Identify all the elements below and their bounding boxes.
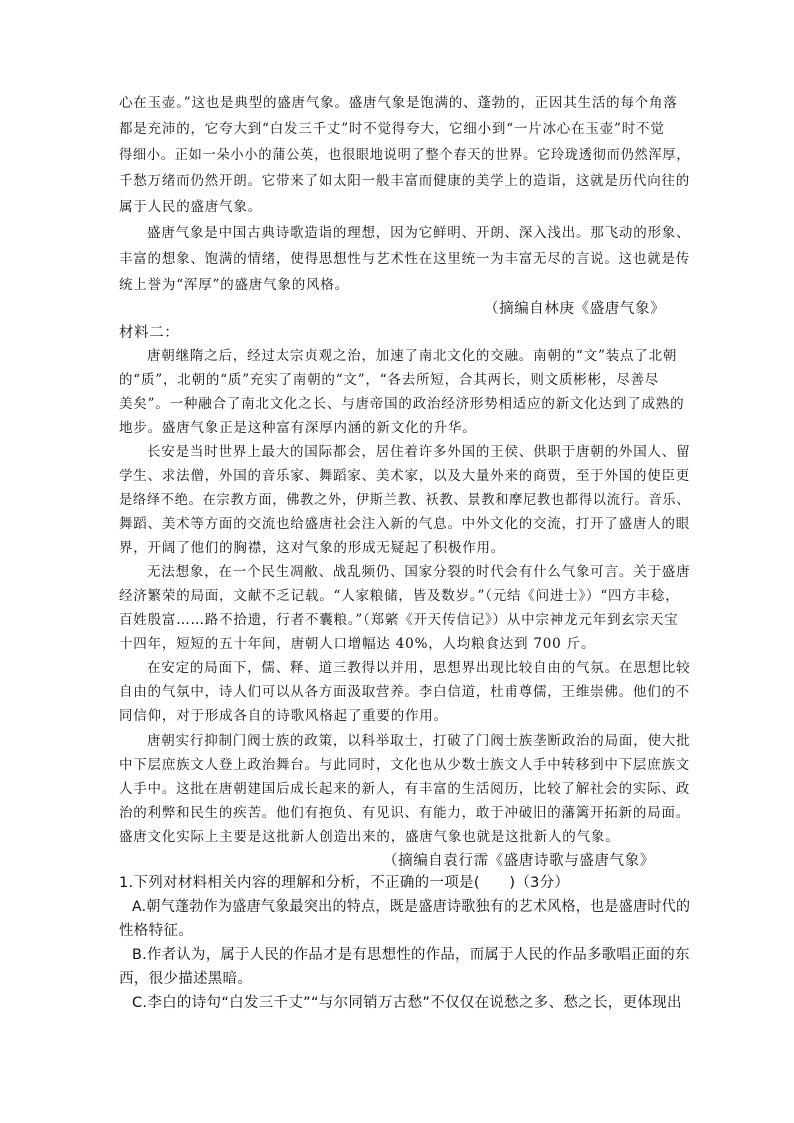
material1-source: （摘编自林庚《盛唐气象》: [484, 301, 666, 317]
material1-line-8: 统上誉为“浑厚”的盛唐气象的风格。: [119, 277, 349, 293]
material2-line-17: 唐朝实行抑制门阀士族的政策，以科举取士，打破了门阀士族垄断政治的局面，使大批: [147, 733, 691, 749]
question1-option-a: A.朝气蓬勃作为盛唐气象最突出的特点，既是盛唐诗歌独有的艺术风格，也是盛唐时代的: [132, 899, 691, 915]
material1-line-2: 都是充沛的，它夸大到“白发三千丈”时不觉得夸大，它细小到“一片冰心在玉壶”时不觉: [119, 121, 665, 137]
material2-line-7: 是络绎不绝。在宗教方面，佛教之外，伊斯兰教、袄教、景教和摩尼教也都得以流行。音乐、: [119, 492, 691, 508]
material2-line-21: 盛唐文化实际上主要是这批新人创造出来的，盛唐气象也就是这批新人的气象。: [119, 829, 620, 845]
question1-option-c: C.李白的诗句“白发三千丈”“与尔同销万古愁”不仅仅在说愁之多、愁之长，更体现出: [132, 995, 682, 1011]
material2-line-10: 无法想象，在一个民生凋敝、战乱频仍、国家分裂的时代会有什么气象可言。关于盛唐: [147, 564, 691, 580]
material2-line-16: 同信仰，对于形成各自的诗歌风格起了重要的作用。: [119, 708, 448, 724]
material2-line-12: 百姓殷富……路不拾遗，行者不囊粮。”（郑綮《开天传信记》）从中宗神龙元年到玄宗天宝: [119, 612, 679, 628]
material2-heading: 材料二：: [119, 325, 180, 341]
material2-line-6: 学生、求法僧，外国的音乐家、舞蹈家、美术家，以及大量外来的商贾，至于外国的使臣更: [119, 468, 691, 484]
material2-line-1: 唐朝继隋之后，经过太宗贞观之治，加速了南北文化的交融。南朝的“文”装点了北朝: [147, 348, 678, 364]
question1-option-b-cont: 西，很少描述黑暗。: [119, 971, 253, 987]
material2-line-9: 界，开阔了他们的胸襟，这对气象的形成无疑起了积极作用。: [119, 540, 506, 556]
material1-line-1: 心在玉壶。”这也是典型的盛唐气象。盛唐气象是饱满的、蓬勃的，正因其生活的每个角落: [119, 95, 678, 111]
material1-line-4: 千愁万绪而仍然开朗。它带来了如太阳一般丰富而健康的美学上的造诣，这就是历代向往的: [119, 173, 691, 189]
material2-line-2: 的“质”，北朝的“质”充实了南朝的“文”，“各去所短，合其两长，则文质彬彬，尽善尽: [119, 372, 660, 388]
material2-line-14: 在安定的局面下，儒、释、道三教得以并用，思想界出现比较自由的气氛。在思想比较: [147, 660, 691, 676]
question1-stem: 1.下列对材料相关内容的理解和分析，不正确的一项是( )（3分）: [119, 875, 570, 891]
material1-line-5: 属于人民的盛唐气象。: [119, 199, 262, 215]
material2-line-18: 中下层庶族文人登上政治舞台。与此同时，文化也从少数士族文人手中转移到中下层庶族文: [119, 757, 691, 773]
question1-option-a-cont: 性格特征。: [119, 923, 193, 939]
material1-line-7: 丰富的想象、饱满的情绪，使得思想性与艺术性在这里统一为丰富无尽的言说。这也就是传: [119, 251, 691, 267]
material1-line-6: 盛唐气象是中国古典诗歌造诣的理想，因为它鲜明、开朗、深入浅出。那飞动的形象、: [147, 225, 691, 241]
material2-line-3: 美矣”。一种融合了南北文化之长、与唐帝国的政治经济形势相适应的新文化达到了成熟的: [119, 396, 685, 412]
material2-line-8: 舞蹈、美术等方面的交流也给盛唐社会注入新的气息。中外文化的交流，打开了盛唐人的眼: [119, 516, 691, 532]
question1-option-b: B.作者认为，属于人民的作品才是有思想性的作品，而属于人民的作品多歌唱正面的东: [132, 947, 690, 963]
material2-line-20: 治的利弊和民生的疾苦。他们有抱负、有见识、有能力，敢于冲破旧的藩篱开拓新的局面。: [119, 805, 691, 821]
material1-line-3: 得细小。正如一朵小小的蒲公英，也很眼地说明了整个春天的世界。它玲珑透彻而仍然浑厚，: [119, 147, 691, 163]
material2-line-15: 自由的气氛中，诗人们可以从各方面汲取营养。李白信道，杜甫尊儒，王维崇佛。他们的不: [119, 684, 691, 700]
material2-line-13: 十四年，短短的五十年间，唐朝人口增幅达 40%，人均粮食达到 700 斤。: [119, 636, 596, 652]
material2-line-4: 地步。盛唐气象正是这种富有深厚内涵的新文化的升华。: [119, 420, 477, 436]
material2-line-19: 人手中。这批在唐朝建国后成长起来的新人，有丰富的生活阅历，比较了解社会的实际、政: [119, 781, 691, 797]
material2-line-11: 经济繁荣的局面，文献不乏记载。“人家粮储，皆及数岁。”（元结《问进士》）“四方丰稔，: [119, 588, 680, 604]
material2-line-5: 长安是当时世界上最大的国际都会，居住着许多外国的王侯、供职于唐朝的外国人、留: [147, 444, 691, 460]
material2-source: （摘编自袁行霈《盛唐诗歌与盛唐气象》: [383, 853, 655, 869]
